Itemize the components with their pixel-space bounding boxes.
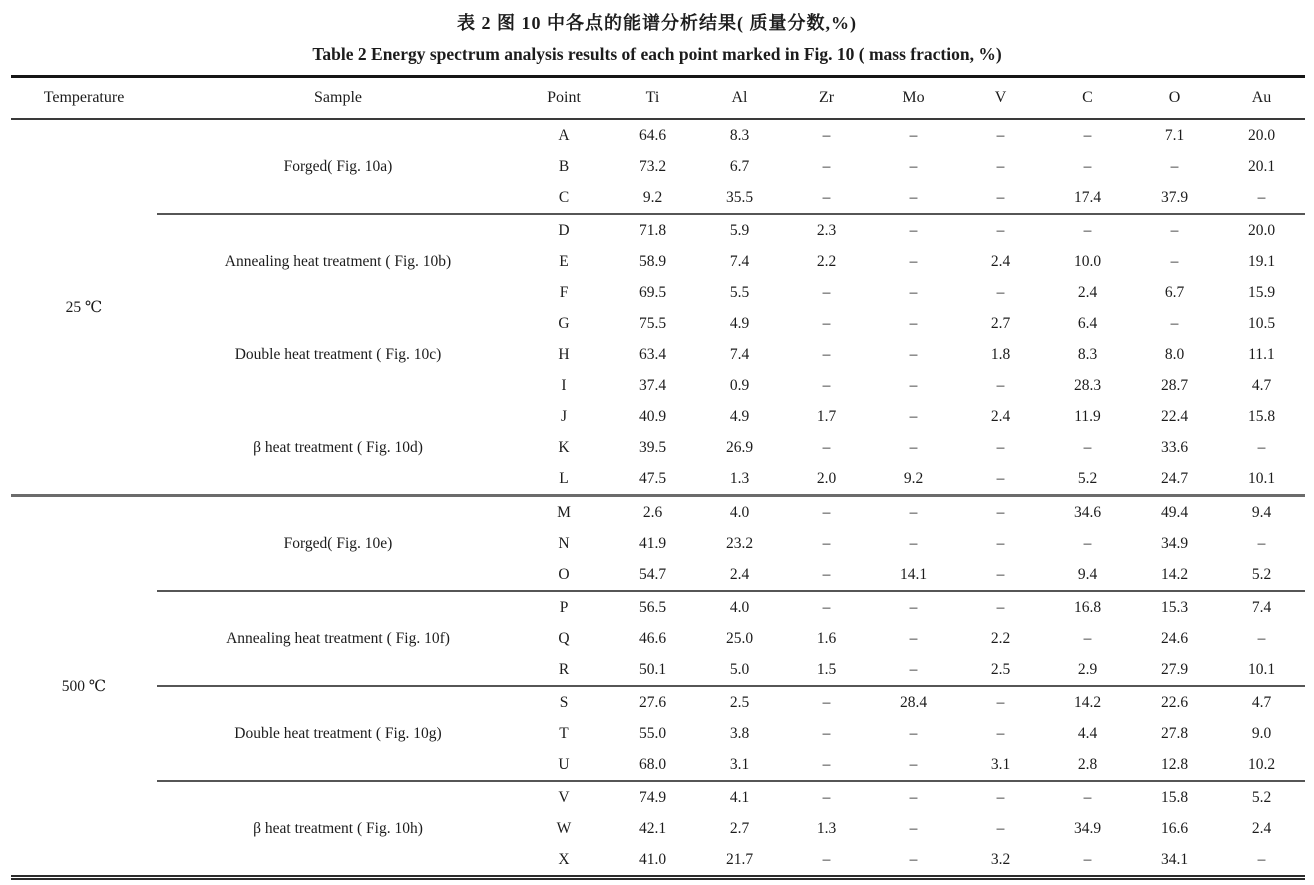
value-cell-mo: – xyxy=(909,629,918,647)
value-cell-al: 2.7 xyxy=(729,819,750,837)
value-cell-mo: 9.2 xyxy=(903,469,924,487)
value-cell-ti: 63.4 xyxy=(638,345,667,363)
value-cell-v: – xyxy=(957,781,1044,813)
value-cell-mo: – xyxy=(870,781,957,813)
value-cell-o: 16.6 xyxy=(1160,819,1189,837)
point-cell: M xyxy=(519,496,609,529)
value-cell-v: 2.7 xyxy=(990,314,1011,332)
value-cell-zr: 2.2 xyxy=(816,252,837,270)
point-cell: N xyxy=(558,534,570,552)
value-cell-zr: – xyxy=(822,126,831,144)
value-cell-zr: – xyxy=(822,314,831,332)
value-cell-c: 2.8 xyxy=(1077,755,1098,773)
value-cell-c: – xyxy=(1083,850,1092,868)
value-cell-au: – xyxy=(1257,438,1266,456)
value-cell-c: 34.6 xyxy=(1044,496,1131,529)
value-cell-al: 2.4 xyxy=(729,565,750,583)
sample-cell: β heat treatment ( Fig. 10d) xyxy=(253,438,423,456)
value-cell-o: 6.7 xyxy=(1164,283,1185,301)
point-cell: R xyxy=(558,660,570,678)
value-cell-ti: 27.6 xyxy=(609,686,696,718)
value-cell-o: 49.4 xyxy=(1131,496,1218,529)
value-cell-mo: – xyxy=(870,591,957,623)
point-cell: C xyxy=(558,188,570,206)
value-cell-al: 4.0 xyxy=(696,591,783,623)
value-cell-v: – xyxy=(996,438,1005,456)
value-cell-c: – xyxy=(1083,629,1092,647)
value-cell-c: 14.2 xyxy=(1044,686,1131,718)
point-cell: V xyxy=(519,781,609,813)
value-cell-ti: 55.0 xyxy=(638,724,667,742)
value-cell-al: 26.9 xyxy=(725,438,754,456)
value-cell-ti: 68.0 xyxy=(638,755,667,773)
value-cell-au: – xyxy=(1257,188,1266,206)
value-cell-o: 37.9 xyxy=(1160,188,1189,206)
table-title-chinese: 表 2 图 10 中各点的能谱分析结果( 质量分数,%) xyxy=(457,13,857,33)
value-cell-mo: – xyxy=(909,724,918,742)
value-cell-mo: – xyxy=(909,376,918,394)
value-cell-au: 20.1 xyxy=(1247,157,1276,175)
value-cell-ti: 37.4 xyxy=(638,376,667,394)
value-cell-mo: – xyxy=(909,534,918,552)
value-cell-o: 28.7 xyxy=(1160,376,1189,394)
value-cell-zr: – xyxy=(783,781,870,813)
value-cell-al: 4.0 xyxy=(696,496,783,529)
value-cell-c: 11.9 xyxy=(1074,407,1101,425)
value-cell-zr: – xyxy=(822,724,831,742)
value-cell-mo: – xyxy=(909,345,918,363)
value-cell-v: – xyxy=(996,157,1005,175)
column-header-v: V xyxy=(994,89,1007,106)
value-cell-mo: – xyxy=(909,126,918,144)
value-cell-au: 20.0 xyxy=(1218,214,1305,246)
value-cell-v: 2.4 xyxy=(990,407,1011,425)
value-cell-o: 15.8 xyxy=(1131,781,1218,813)
value-cell-c: 16.8 xyxy=(1044,591,1131,623)
value-cell-v: – xyxy=(996,376,1005,394)
value-cell-v: – xyxy=(996,724,1005,742)
table-row-point-g xyxy=(11,308,1305,339)
value-cell-ti: 40.9 xyxy=(638,407,667,425)
value-cell-au: – xyxy=(1257,629,1266,647)
value-cell-al: 7.4 xyxy=(729,345,750,363)
table-body xyxy=(11,119,1305,878)
value-cell-al: 4.9 xyxy=(729,407,750,425)
value-cell-ti: 56.5 xyxy=(609,591,696,623)
sample-cell: Forged( Fig. 10e) xyxy=(157,496,519,592)
value-cell-zr: 1.6 xyxy=(816,629,837,647)
value-cell-c: – xyxy=(1044,214,1131,246)
point-cell: J xyxy=(560,407,568,425)
value-cell-al: 2.5 xyxy=(696,686,783,718)
value-cell-o: – xyxy=(1170,314,1179,332)
table-row-point-a xyxy=(11,119,1305,151)
value-cell-au: – xyxy=(1257,534,1266,552)
header-row xyxy=(11,77,1305,120)
column-header-mo: Mo xyxy=(902,89,925,106)
value-cell-ti: 2.6 xyxy=(609,496,696,529)
table-row-point-p xyxy=(11,591,1305,623)
value-cell-au: 4.7 xyxy=(1251,376,1272,394)
table-row-point-d xyxy=(11,214,1305,246)
value-cell-zr: – xyxy=(822,345,831,363)
value-cell-c: 17.4 xyxy=(1073,188,1102,206)
value-cell-zr: – xyxy=(822,534,831,552)
value-cell-o: 14.2 xyxy=(1160,565,1189,583)
value-cell-ti: 47.5 xyxy=(638,469,667,487)
value-cell-al: 3.1 xyxy=(729,755,750,773)
value-cell-v: 2.5 xyxy=(990,660,1011,678)
value-cell-zr: 1.3 xyxy=(816,819,837,837)
value-cell-zr: 2.0 xyxy=(816,469,837,487)
value-cell-mo: – xyxy=(909,755,918,773)
point-cell: Q xyxy=(558,629,570,647)
point-cell: S xyxy=(519,686,609,718)
value-cell-v: – xyxy=(957,686,1044,718)
value-cell-al: 8.3 xyxy=(729,126,750,144)
point-cell: A xyxy=(558,126,570,144)
value-cell-au: 20.0 xyxy=(1247,126,1276,144)
value-cell-ti: 50.1 xyxy=(638,660,667,678)
point-cell: H xyxy=(558,345,570,363)
value-cell-zr: – xyxy=(783,591,870,623)
value-cell-ti: 9.2 xyxy=(642,188,663,206)
value-cell-au: 15.9 xyxy=(1247,283,1276,301)
value-cell-v: 1.8 xyxy=(990,345,1011,363)
value-cell-al: 1.3 xyxy=(729,469,750,487)
value-cell-o: 34.1 xyxy=(1160,850,1189,868)
sample-cell: Annealing heat treatment ( Fig. 10b) xyxy=(157,214,519,308)
value-cell-c: – xyxy=(1083,126,1092,144)
value-cell-zr: – xyxy=(822,157,831,175)
value-cell-ti: 73.2 xyxy=(638,157,667,175)
value-cell-v: 3.1 xyxy=(990,755,1011,773)
value-cell-zr: – xyxy=(822,850,831,868)
value-cell-ti: 41.9 xyxy=(638,534,667,552)
value-cell-au: 10.5 xyxy=(1247,314,1276,332)
value-cell-o: 8.0 xyxy=(1164,345,1185,363)
point-cell: P xyxy=(519,591,609,623)
value-cell-v: – xyxy=(996,469,1005,487)
point-cell: G xyxy=(558,314,570,332)
value-cell-v: – xyxy=(996,819,1005,837)
value-cell-al: 6.7 xyxy=(729,157,750,175)
value-cell-au: 5.2 xyxy=(1218,781,1305,813)
value-cell-zr: – xyxy=(822,438,831,456)
sample-cell: β heat treatment ( Fig. 10h) xyxy=(157,781,519,878)
table-row-point-m xyxy=(11,496,1305,529)
value-cell-c: – xyxy=(1083,438,1092,456)
value-cell-al: 5.0 xyxy=(729,660,750,678)
value-cell-mo: – xyxy=(909,407,918,425)
value-cell-au: 2.4 xyxy=(1251,819,1272,837)
point-cell: T xyxy=(559,724,569,742)
value-cell-au: 9.0 xyxy=(1251,724,1272,742)
value-cell-ti: 64.6 xyxy=(638,126,667,144)
point-cell: D xyxy=(519,214,609,246)
temperature-cell: 25 ℃ xyxy=(65,298,103,316)
value-cell-mo: – xyxy=(909,188,918,206)
value-cell-au: 4.7 xyxy=(1218,686,1305,718)
value-cell-mo: – xyxy=(909,157,918,175)
value-cell-au: 10.2 xyxy=(1247,755,1276,773)
value-cell-mo: – xyxy=(870,496,957,529)
point-cell: X xyxy=(558,850,570,868)
point-cell: U xyxy=(558,755,570,773)
value-cell-au: 19.1 xyxy=(1247,252,1276,270)
value-cell-al: 4.9 xyxy=(729,314,750,332)
value-cell-c: 10.0 xyxy=(1073,252,1102,270)
value-cell-ti: 58.9 xyxy=(638,252,667,270)
table-row-point-s xyxy=(11,686,1305,718)
value-cell-au: 15.8 xyxy=(1247,407,1276,425)
value-cell-v: – xyxy=(957,591,1044,623)
value-cell-ti: 74.9 xyxy=(609,781,696,813)
value-cell-v: – xyxy=(996,534,1005,552)
value-cell-al: 35.5 xyxy=(725,188,754,206)
value-cell-zr: – xyxy=(822,565,831,583)
value-cell-c: 9.4 xyxy=(1077,565,1098,583)
value-cell-o: 27.9 xyxy=(1160,660,1189,678)
value-cell-zr: – xyxy=(783,686,870,718)
value-cell-zr: 1.5 xyxy=(816,660,837,678)
value-cell-zr: 1.7 xyxy=(816,407,837,425)
sample-cell: Double heat treatment ( Fig. 10g) xyxy=(157,686,519,781)
value-cell-o: – xyxy=(1170,252,1179,270)
value-cell-c: 6.4 xyxy=(1077,314,1098,332)
table-title-english: Table 2 Energy spectrum analysis results of each point marked in Fig. 10 ( mass fraction, %) xyxy=(312,44,1002,64)
value-cell-v: – xyxy=(957,214,1044,246)
column-header-temperature: Temperature xyxy=(43,89,125,106)
value-cell-au: 10.1 xyxy=(1247,660,1276,678)
value-cell-ti: 42.1 xyxy=(638,819,667,837)
sample-cell: Forged( Fig. 10a) xyxy=(283,157,393,175)
point-cell: L xyxy=(559,469,569,487)
value-cell-ti: 69.5 xyxy=(638,283,667,301)
value-cell-al: 7.4 xyxy=(729,252,750,270)
value-cell-o: 24.7 xyxy=(1160,469,1189,487)
table-row-point-j xyxy=(11,401,1305,432)
value-cell-al: 4.1 xyxy=(696,781,783,813)
point-cell: I xyxy=(561,376,567,394)
value-cell-mo: – xyxy=(909,660,918,678)
column-header-al: Al xyxy=(731,89,748,106)
value-cell-zr: – xyxy=(783,496,870,529)
value-cell-o: 24.6 xyxy=(1160,629,1189,647)
energy-spectrum-table xyxy=(11,75,1305,880)
value-cell-ti: 41.0 xyxy=(638,850,667,868)
point-cell: B xyxy=(558,157,570,175)
value-cell-au: 11.1 xyxy=(1248,345,1275,363)
point-cell: O xyxy=(558,565,570,583)
column-header-zr: Zr xyxy=(818,89,835,106)
value-cell-ti: 75.5 xyxy=(638,314,667,332)
value-cell-zr: – xyxy=(822,283,831,301)
value-cell-zr: 2.3 xyxy=(783,214,870,246)
column-header-ti: Ti xyxy=(645,89,660,106)
value-cell-o: 12.8 xyxy=(1160,755,1189,773)
point-cell: W xyxy=(556,819,572,837)
column-header-sample: Sample xyxy=(314,89,362,106)
value-cell-c: – xyxy=(1044,781,1131,813)
value-cell-c: 28.3 xyxy=(1073,376,1102,394)
value-cell-ti: 54.7 xyxy=(638,565,667,583)
value-cell-o: 15.3 xyxy=(1131,591,1218,623)
value-cell-al: 0.9 xyxy=(729,376,750,394)
value-cell-v: – xyxy=(957,496,1044,529)
value-cell-v: – xyxy=(996,126,1005,144)
value-cell-al: 25.0 xyxy=(725,629,754,647)
value-cell-c: 5.2 xyxy=(1077,469,1098,487)
value-cell-au: 9.4 xyxy=(1218,496,1305,529)
value-cell-mo: – xyxy=(909,252,918,270)
value-cell-c: – xyxy=(1083,534,1092,552)
value-cell-v: – xyxy=(996,188,1005,206)
value-cell-o: – xyxy=(1170,157,1179,175)
value-cell-o: 22.4 xyxy=(1160,407,1189,425)
value-cell-v: – xyxy=(996,283,1005,301)
value-cell-al: 5.5 xyxy=(729,283,750,301)
value-cell-v: – xyxy=(996,565,1005,583)
value-cell-o: 22.6 xyxy=(1131,686,1218,718)
value-cell-c: – xyxy=(1083,157,1092,175)
value-cell-v: 3.2 xyxy=(990,850,1011,868)
value-cell-mo: – xyxy=(909,819,918,837)
value-cell-al: 5.9 xyxy=(696,214,783,246)
value-cell-ti: 39.5 xyxy=(638,438,667,456)
value-cell-mo: – xyxy=(909,438,918,456)
value-cell-mo: 14.1 xyxy=(899,565,928,583)
table-row-point-v xyxy=(11,781,1305,813)
value-cell-v: 2.2 xyxy=(990,629,1011,647)
value-cell-mo: – xyxy=(909,314,918,332)
value-cell-c: 4.4 xyxy=(1077,724,1098,742)
value-cell-o: 34.9 xyxy=(1160,534,1189,552)
value-cell-c: 34.9 xyxy=(1073,819,1102,837)
point-cell: F xyxy=(559,283,569,301)
value-cell-mo: 28.4 xyxy=(870,686,957,718)
point-cell: K xyxy=(558,438,570,456)
value-cell-mo: – xyxy=(909,283,918,301)
value-cell-au: 7.4 xyxy=(1218,591,1305,623)
value-cell-ti: 46.6 xyxy=(638,629,667,647)
value-cell-au: – xyxy=(1257,850,1266,868)
point-cell: E xyxy=(559,252,569,270)
value-cell-al: 23.2 xyxy=(725,534,754,552)
value-cell-ti: 71.8 xyxy=(609,214,696,246)
temperature-cell: 500 ℃ xyxy=(11,496,157,878)
value-cell-zr: – xyxy=(822,376,831,394)
value-cell-c: 2.9 xyxy=(1077,660,1098,678)
value-cell-c: 2.4 xyxy=(1077,283,1098,301)
value-cell-o: 7.1 xyxy=(1164,126,1185,144)
value-cell-c: 8.3 xyxy=(1077,345,1098,363)
value-cell-al: 3.8 xyxy=(729,724,750,742)
value-cell-o: 33.6 xyxy=(1160,438,1189,456)
column-header-au: Au xyxy=(1251,89,1272,106)
value-cell-mo: – xyxy=(909,850,918,868)
value-cell-v: 2.4 xyxy=(990,252,1011,270)
table-header xyxy=(11,77,1305,120)
value-cell-au: 5.2 xyxy=(1251,565,1272,583)
sample-cell: Annealing heat treatment ( Fig. 10f) xyxy=(157,591,519,686)
value-cell-o: – xyxy=(1131,214,1218,246)
sample-cell: Double heat treatment ( Fig. 10c) xyxy=(234,345,442,363)
value-cell-zr: – xyxy=(822,755,831,773)
value-cell-zr: – xyxy=(822,188,831,206)
column-header-o: O xyxy=(1168,89,1181,106)
value-cell-au: 10.1 xyxy=(1247,469,1276,487)
column-header-point: Point xyxy=(547,89,581,106)
value-cell-al: 21.7 xyxy=(725,850,754,868)
column-header-c: C xyxy=(1082,89,1093,106)
value-cell-mo: – xyxy=(870,214,957,246)
value-cell-o: 27.8 xyxy=(1160,724,1189,742)
